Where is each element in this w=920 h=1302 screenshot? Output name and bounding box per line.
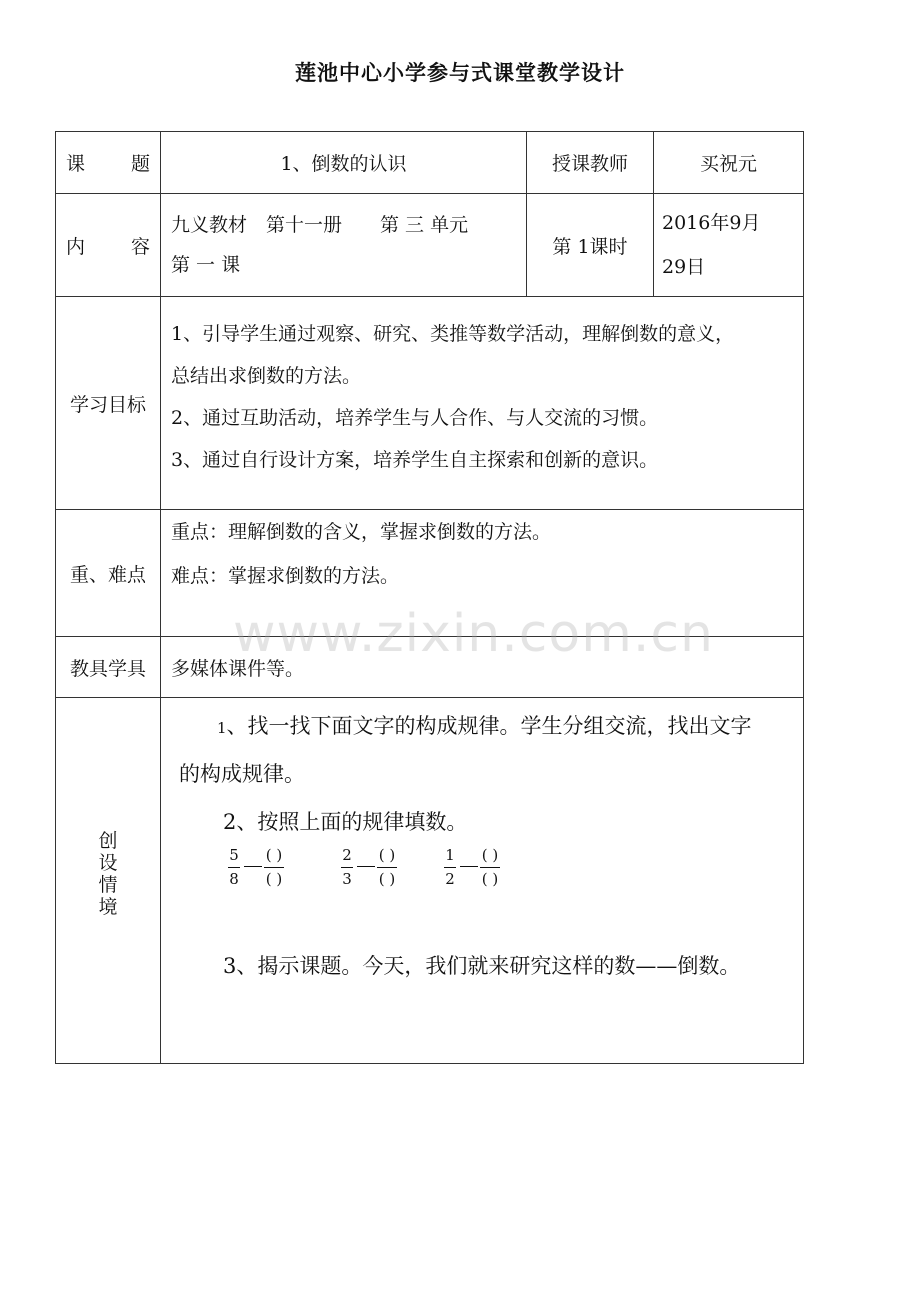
label-goals: 学习目标	[56, 297, 161, 510]
focus-line: 重点：理解倒数的含义，掌握求倒数的方法。	[171, 521, 552, 543]
lesson-plan-table	[55, 131, 804, 1064]
goal-line-2: 总结出求倒数的方法。	[171, 365, 362, 387]
scene-step-1: 1、找一找下面文字的构成规律。学生分组交流，找出文字	[217, 714, 752, 738]
watermark: www.zixin.com.cn	[233, 604, 714, 664]
teacher-name: 买祝元	[654, 132, 804, 194]
label-key-points: 重、难点	[56, 510, 161, 637]
row-key-points	[56, 510, 804, 637]
content-line-2: 第 一 课	[171, 254, 241, 276]
goal-line-1: 1、引导学生通过观察、研究、类推等数学活动，理解倒数的意义，	[171, 323, 735, 345]
key-points-value	[161, 510, 804, 637]
scene-step-3: 3、揭示课题。今天，我们就来研究这样的数——倒数。	[223, 954, 741, 978]
difficulty-line: 难点：掌握求倒数的方法。	[171, 565, 400, 587]
document-title: 莲池中心小学参与式课堂教学设计	[295, 61, 625, 85]
date-line-2: 29日	[662, 256, 706, 278]
row-goals	[56, 297, 804, 510]
content-value	[161, 194, 527, 297]
label-tools: 教具学具	[56, 637, 161, 698]
label-content: 内 容	[56, 194, 161, 297]
goal-line-3: 2、通过互助活动，培养学生与人合作、与人交流的习惯。	[171, 407, 659, 429]
row-topic	[56, 132, 804, 194]
row-scene	[56, 698, 804, 1064]
scene-step-2: 2、按照上面的规律填数。	[223, 810, 468, 834]
goal-line-4: 3、通过自行设计方案，培养学生自主探索和创新的意识。	[171, 449, 659, 471]
date-line-1: 2016年9月	[662, 212, 761, 234]
teacher-label: 授课教师	[527, 132, 654, 194]
scene-step-1-cont: 的构成规律。	[179, 762, 305, 786]
label-scene: 创 设 情 境	[56, 698, 161, 1064]
topic-value: 1、倒数的认识	[161, 132, 527, 194]
period-value: 第 1课时	[527, 194, 654, 297]
goals-value	[161, 297, 804, 510]
row-tools	[56, 637, 804, 698]
tools-value: 多媒体课件等。	[161, 637, 804, 698]
date-value	[654, 194, 804, 297]
row-content	[56, 194, 804, 297]
scene-value: 1、找一找下面文字的构成规律。学生分组交流，找出文字 的构成规律。 2、按照上面的规律填数。 5 8 ( ) ( ) 2 3 ( ) ( ) 1 2 ( ) ( ) 3、揭示课题。今天，我们就来研究这样的数——倒数。	[161, 698, 804, 1064]
label-topic: 课 题	[56, 132, 161, 194]
content-line-1: 九义教材 第十一册 第 三 单元	[171, 214, 469, 236]
